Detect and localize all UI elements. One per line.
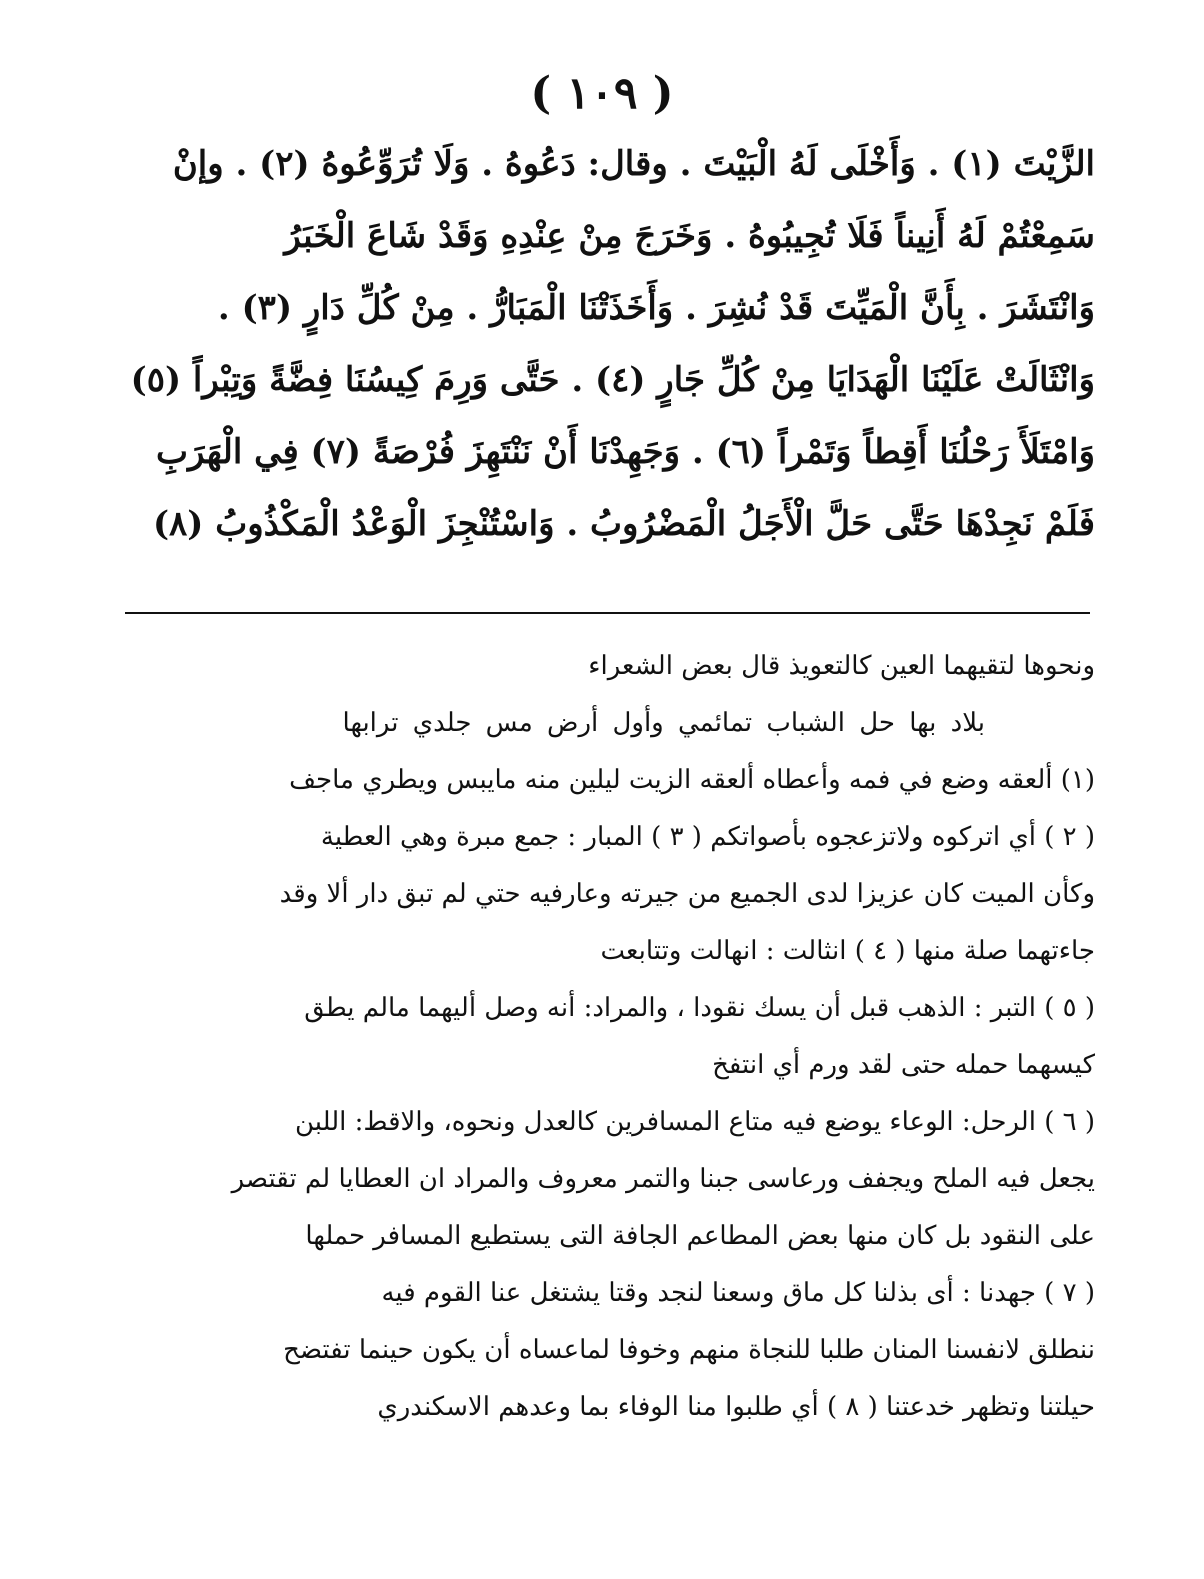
footnote-line: كيسهما حمله حتى لقد ورم أي انتفخ xyxy=(712,1050,1095,1080)
footnote-line: وكأن الميت كان عزيزا لدى الجميع من جيرته وعارفيه حتي لم تبق دار ألا وقد xyxy=(279,879,1095,909)
footnote-divider xyxy=(125,612,1090,614)
footnotes-block xyxy=(120,638,1095,1436)
page-number: ( ١٠٩ ) xyxy=(530,68,674,119)
footnote-line: حيلتنا وتظهر خدعتنا ( ٨ ) أي طلبوا منا الوفاء بما وعدهم الاسكندري xyxy=(377,1392,1095,1422)
footnote-line: (١) ألعقه وضع في فمه وأعطاه ألعقه الزيت ليلين منه مايبس ويطري ماجف xyxy=(289,765,1095,795)
main-text-block xyxy=(115,128,1095,560)
footnote-line: ( ٥ ) التبر : الذهب قبل أن يسك نقودا ، والمراد: أنه وصل أليهما مالم يطق xyxy=(304,993,1095,1023)
footnote-line: ( ٧ ) جهدنا : أى بذلنا كل ماق وسعنا لنجد وقتا يشتغل عنا القوم فيه xyxy=(381,1278,1095,1308)
footnote-line: جاءتهما صلة منها ( ٤ ) انثالت : انهالت وتتابعت xyxy=(600,936,1095,966)
main-text-line: وَانْتَشَرَ . بِأَنَّ الْمَيِّتَ قَدْ نُشِرَ . وَأَخَذَتْنَا الْمَبَارُّ . مِنْ كُلِّ دَارٍ (٣) . xyxy=(217,288,1095,328)
footnote-line: يجعل فيه الملح ويجفف ورعاسى جبنا والتمر معروف والمراد ان العطايا لم تقتصر xyxy=(231,1164,1095,1194)
main-text-line: فَلَمْ نَجِدْهَا حَتَّى حَلَّ الْأَجَلُ الْمَضْرُوبُ . وَاسْتُنْجِزَ الْوَعْدُ الْمَكْذُوبُ (٨) xyxy=(152,504,1095,544)
main-text-line: الزَّيْتَ (١) . وَأَخْلَى لَهُ الْبَيْتَ . وقال: دَعُوهُ . وَلَا تُرَوِّعُوهُ (٢) . وإنْ xyxy=(172,144,1095,184)
main-text-line: سَمِعْتُمْ لَهُ أَنِيناً فَلَا تُجِيبُوهُ . وَخَرَجَ مِنْ عِنْدِهِ وَقَدْ شَاعَ الْخَبَرُ xyxy=(284,216,1095,256)
footnote-line: على النقود بل كان منها بعض المطاعم الجافة التى يستطيع المسافر حملها xyxy=(305,1221,1095,1251)
footnote-line: ننطلق لانفسنا المنان طلبا للنجاة منهم وخوفا لماعساه أن يكون حينما تفتضح xyxy=(283,1335,1095,1365)
footnote-line: ( ٢ ) أي اتركوه ولاتزعجوه بأصواتكم ( ٣ ) المبار : جمع مبرة وهي العطية xyxy=(320,822,1095,852)
main-text-line: وَامْتَلَأَ رَحْلُنَا أَقِطاً وَتَمْراً (٦) . وَجَهِدْنَا أَنْ نَنْتَهِزَ فُرْصَةً (٧) فِي الْهَرَبِ xyxy=(156,432,1095,472)
poem-verse: بلاد بها حل الشباب تمائمي وأول أرض مس جلدي ترابها xyxy=(342,708,985,738)
footnote-line: ونحوها لتقيهما العين كالتعويذ قال بعض الشعراء xyxy=(588,651,1095,681)
main-text-line: وَانْثَالَتْ عَلَيْنَا الْهَدَايَا مِنْ كُلِّ جَارٍ (٤) . حَتَّى وَرِمَ كِيسُنَا فِضَّةً وَتِبْراً (٥) xyxy=(130,360,1095,400)
footnote-line: ( ٦ ) الرحل: الوعاء يوضع فيه متاع المسافرين كالعدل ونحوه، والاقط: اللبن xyxy=(295,1107,1095,1137)
